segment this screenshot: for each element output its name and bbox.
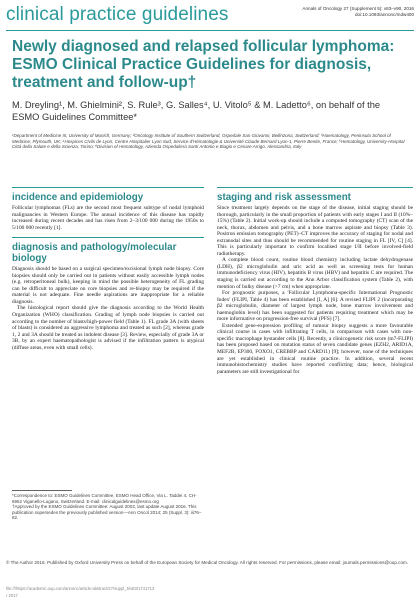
journal-doi[interactable]: doi:10.1093/annonc/mdw400 [355, 11, 414, 17]
staging-paragraph-1: Since treatment largely depends on the stage of the disease, initial staging should be thorough, particularly in the small proportion of patients with early stages I and II (10%–15%) (Table 2). Initial work-up should include a computed tomography (CT) scan of the neck, thorax, abdomen and pelvis, and a bone marrow aspirate and biopsy (Table 3). Positron emission tomography (PET)–CT improves the accuracy of staging for nodal and extranodal sites and thus should be recommended for routine staging in FL [IV, C] [4]. This is particularly important to confirm localised stage I/II before involved-field radiotherapy. [217, 205, 413, 257]
header-rule [6, 30, 414, 31]
download-url[interactable]: file:///https://academic.oup.com/annonc/article-abstract/27/suppl_5/v83/1741713 [6, 586, 155, 591]
journal-citation: Annals of Oncology 27 (Supplement 5): v83–v90, 2016 [302, 6, 414, 11]
download-url-strip [0, 582, 420, 600]
section-rule [12, 187, 204, 188]
copyright-notice: © The Author 2016. Published by Oxford University Press on behalf of the European Society for Medical Oncology. All rights reserved. For permissions, please email: journals.permissions@oup.com. [6, 560, 409, 565]
diagnosis-paragraph-2: The histological report should give the diagnosis according to the World Health Organization (WHO) classification. Grading of lymph node biopsies is carried out according to the number of blasts/high-power field (Table 1). FL grade 3A (with sheets of blasts) is considered an aggressive lymphoma and treated as such [2], whereas grade 1, 2 and 3A should be treated as indolent disease [3]. Review, especially of grade 3A or 3B, by an expert haematopathologist is advised if the infiltration pattern is atypical (diffuse areas, even with small cells). [12, 305, 204, 351]
incidence-paragraph: Follicular lymphomas (FLs) are the second most frequent subtype of nodal lymphoid malignancies in Western Europe. The annual incidence of this disease has rapidly increased during recent decades and has risen from 2–3/100 000 during the 1950s to 5/100 000 recently [1]. [12, 205, 204, 231]
page-header [0, 0, 420, 30]
section-rule [12, 237, 204, 238]
download-date: r 2017 [6, 593, 18, 598]
footnote-rule [12, 490, 72, 491]
author-list: M. Dreyling¹, M. Ghielmini², S. Rule³, G. Salles⁴, U. Vitolo⁵ & M. Ladetto⁶, on behalf of the ESMO Guidelines Committee* [12, 100, 381, 122]
staging-paragraph-2: A complete blood count, routine blood chemistry including lactate dehydrogenase (LDH), β2 microglobulin and uric acid as well as screening tests for human immunodeficiency virus (HIV), hepatitis B virus (HBV) and hepatitis C are required. The staging is carried out according to the Ann Arbor classification system (Table 2), with mention of bulky disease (>7 cm) when appropriate. [217, 257, 413, 290]
section-heading-diagnosis: diagnosis and pathology/molecular biology [12, 242, 177, 265]
article-title: Newly diagnosed and relapsed follicular lymphoma: ESMO Clinical Practice Guidelines for diagnosis, treatment and follow-up† [12, 38, 395, 91]
running-head: clinical practice guidelines [6, 4, 229, 25]
section-rule [217, 187, 413, 188]
section-heading-incidence: incidence and epidemiology [12, 192, 144, 203]
correspondence-footnote: *Correspondence to: ESMO Guidelines Committee, ESMO Head Office, Via L. Taddei 4, CH-6962 Viganello-Lugano, Switzerland. E-mail: clinicalguidelines@esmo.org †Approved by the ESMO Guidelines Committee: August 2002, last update August 2016. This publication supersedes the previously published version—Ann Oncol 2014; 25 (Suppl. 3): iii76–82. [12, 493, 202, 521]
section-heading-staging: staging and risk assessment [217, 192, 351, 203]
journal-reference [302, 6, 414, 17]
staging-paragraph-3: For prognostic purposes, a 'Follicular Lymphoma-specific International Prognostic Index' (FLIPI, Table 4) has been established [I, A] [6]. A revised FLIPI 2 (incorporating β2 microglobulin, diameter of largest lymph node, bone marrow involvement and haemoglobin level) has been suggested for patients requiring treatment which may be more informative on progression-free survival (PFS) [7]. [217, 290, 413, 323]
staging-paragraph-4: Extended gene-expression profiling of tumour biopsy suggests a more favourable clinical course in cases with infiltrating T cells, in comparison with cases with non-specific macrophage bystander cells [8]. Recently, a clinicogenetic risk score (m7-FLIPI) has been proposed based on mutation status of seven candidate genes (EZH2, ARID1A, MEF2B, EP300, FOXO1, CREBBP and CARD11) [9]; however, none of the techniques are yet established in clinical routine practice. In addition, several recent immunohistochemistry studies have reported conflicting data; hence, biological parameters are still investigational for [217, 322, 413, 375]
author-affiliations: ¹Department of Medicine III, University of Munich, Germany; ²Oncology Institute of Southern Switzerland, Ospedale San Giovanni, Bellinzona, Switzerland; ³Haematology, Peninsula School of Medicine, Plymouth, UK; ⁴Hospices Civils de Lyon, Centre Hospitalier Lyon Sud, Service d'Hématologie & Université Claude Bernard Lyon-1, Pierre Benite, France; ⁵Hematology, University-Hospital Città della Salute e della Scienza, Torino; ⁶Division of Hematology, Azienda Ospedaliera Santi Antonio e Biagio e Cesare Arrigo, Alessandria, Italy [12, 133, 405, 149]
right-column [217, 187, 413, 375]
diagnosis-paragraph-1: Diagnosis should be based on a surgical specimen/excisional lymph node biopsy. Core biopsies should only be carried out in patients without easily accessible lymph nodes (e.g. retroperitoneal bulk), keeping in mind the possible heterogeneity of FL grading can be difficult to appreciate on core biopsies and re-biopsy may be required if the material is not adequate. Fine needle aspirations are inappropriate for a reliable diagnosis. [12, 266, 204, 305]
left-column [12, 187, 204, 351]
